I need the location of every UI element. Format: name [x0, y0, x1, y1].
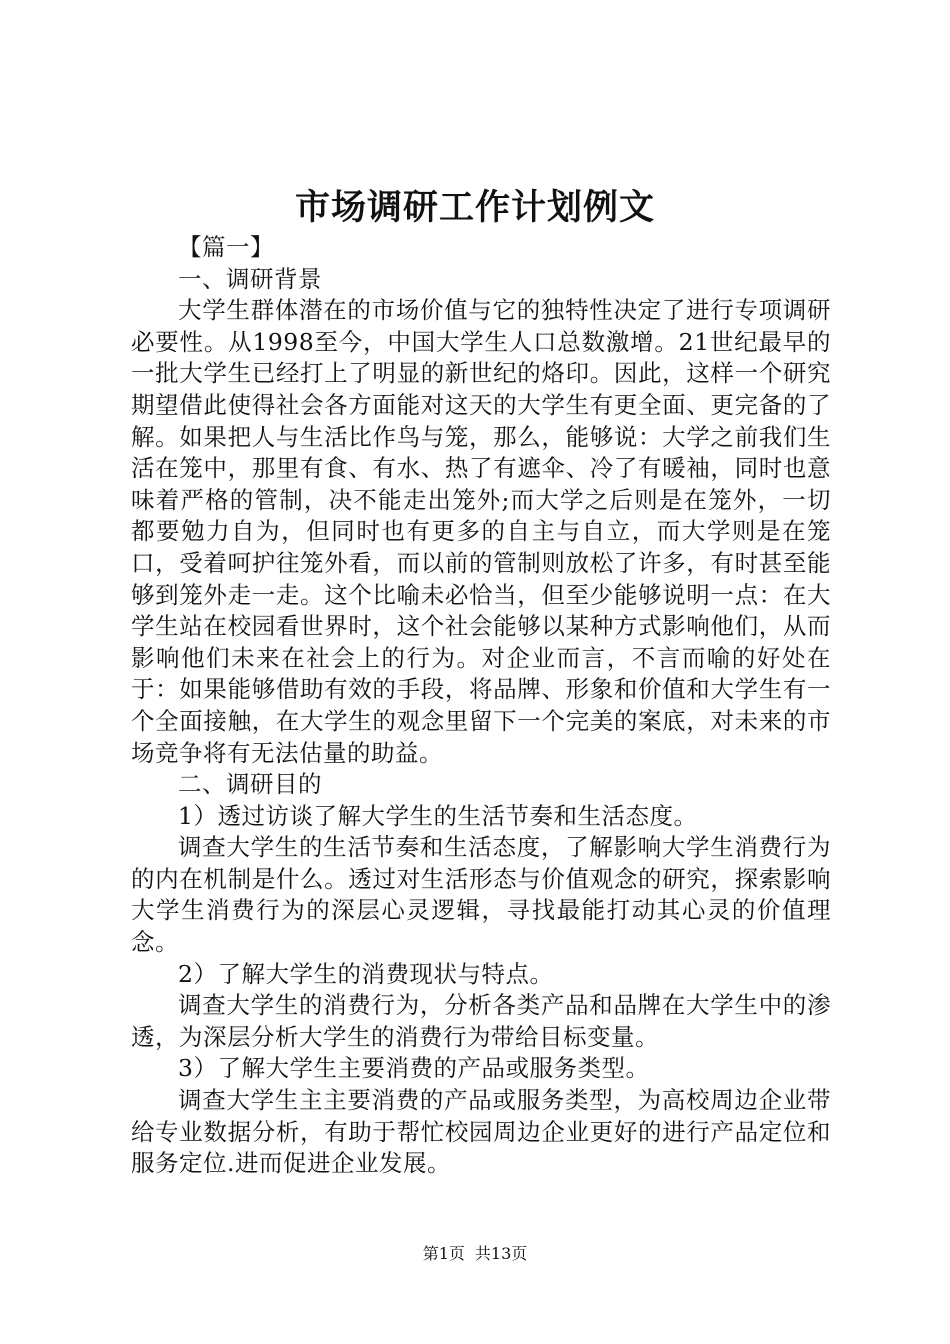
item-1-paragraph: 调查大学生的生活节奏和生活态度，了解影响大学生消费行为的内在机制是什么。透过对生活形态与价值观念的研究，探索影响大学生消费行为的深层心灵逻辑，寻找最能打动其心灵的价值理念。 — [131, 833, 831, 957]
page-total: 共13页 — [474, 1244, 528, 1263]
paragraph-background: 大学生群体潜在的市场价值与它的独特性决定了进行专项调研必要性。从1998至今，中国大学生人口总数激增。21世纪最早的一批大学生已经打上了明显的新世纪的烙印。因此，这样一个研究期望借此使得社会各方面能对这天的大学生有更全面、更完备的了解。如果把人与生活比作鸟与笼，那么，能够说：大学之前我们生活在笼中，那里有食、有水、热了有遮伞、冷了有暖袖，同时也意味着严格的管制，决不能走出笼外;而大学之后则是在笼外，一切都要勉力自为，但同时也有更多的自主与自立，而大学则是在笼口，受着呵护往笼外看，而以前的管制则放松了许多，有时甚至能够到笼外走一走。这个比喻未必恰当，但至少能够说明一点：在大学生站在校园看世界时，这个社会能够以某种方式影响他们，从而影响他们未来在社会上的行为。对企业而言，不言而喻的好处在于：如果能够借助有效的手段，将品牌、形象和价值和大学生有一个全面接触，在大学生的观念里留下一个完美的案底，对未来的市场竞争将有无法估量的助益。 — [131, 296, 831, 767]
document-title: 市场调研工作计划例文 — [294, 187, 655, 228]
page-number: 第1页 — [422, 1244, 465, 1263]
heading-background: 一、调研背景 — [178, 264, 322, 293]
item-3-paragraph: 调查大学生主主要消费的产品或服务类型，为高校周边企业带给专业数据分析，有助于帮忙校园周边企业更好的进行产品定位和服务定位.进而促进企业发展。 — [131, 1086, 831, 1178]
item-1-heading: 1）透过访谈了解大学生的生活节奏和生活态度。 — [178, 801, 698, 830]
document-body — [131, 232, 831, 1180]
item-3-heading: 3）了解大学生主要消费的产品或服务类型。 — [178, 1054, 650, 1083]
item-2-heading: 2）了解大学生的消费现状与特点。 — [178, 959, 554, 988]
heading-purpose: 二、调研目的 — [178, 770, 322, 799]
page-footer — [0, 1242, 950, 1266]
section-label: 【篇一】 — [178, 233, 274, 261]
item-2-paragraph: 调查大学生的消费行为，分析各类产品和品牌在大学生中的渗透，为深层分析大学生的消费行为带给目标变量。 — [131, 991, 831, 1051]
